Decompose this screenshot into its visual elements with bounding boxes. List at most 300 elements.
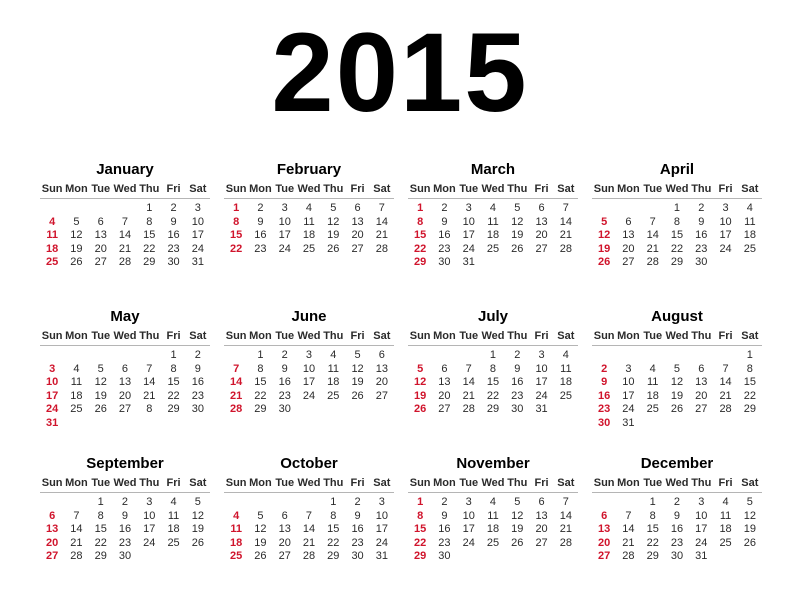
- day-cell: [64, 202, 88, 216]
- weekday-label: Mon: [249, 183, 272, 195]
- week-row: [408, 403, 578, 417]
- day-cell: 2: [121, 496, 129, 508]
- weekday-header: [592, 180, 762, 199]
- day-cell: 24: [278, 242, 291, 255]
- day-cell: 17: [278, 229, 291, 241]
- day-cell: 1: [233, 202, 240, 214]
- week-row: [224, 537, 394, 551]
- weekday-label: Sat: [189, 330, 207, 342]
- day-cell: 5: [673, 362, 681, 375]
- day-cell: 8: [330, 509, 337, 522]
- day-cell: [457, 349, 481, 363]
- week-row: [408, 363, 578, 377]
- day-cell: 5: [514, 496, 521, 508]
- weekday-label: Sat: [373, 183, 391, 195]
- day-cell: [297, 403, 321, 417]
- week-row: [408, 243, 578, 257]
- weekday-label: Wed: [481, 477, 505, 489]
- month-name: November: [456, 455, 530, 472]
- day-cell: 4: [305, 202, 313, 214]
- day-cell: 3: [538, 349, 545, 361]
- day-cell: 14: [302, 523, 316, 535]
- day-cell: 2: [441, 202, 448, 214]
- day-cell: 26: [743, 536, 756, 549]
- month-name: April: [659, 161, 695, 178]
- day-cell: 27: [535, 536, 548, 549]
- day-cell: 19: [70, 242, 83, 255]
- week-row: [592, 363, 762, 377]
- day-cell: [505, 550, 529, 564]
- day-cell: 6: [538, 496, 545, 508]
- day-cell: 26: [351, 389, 364, 402]
- day-cell: 6: [601, 509, 608, 522]
- day-cell: [505, 256, 529, 270]
- day-cell: [137, 550, 161, 564]
- day-cell: 6: [97, 215, 104, 228]
- day-cell: 4: [233, 509, 240, 522]
- day-cell: 9: [601, 376, 608, 388]
- day-cell: [89, 349, 113, 363]
- week-row: [592, 417, 762, 431]
- day-cell: 9: [698, 215, 705, 228]
- week-row: [224, 496, 394, 510]
- week-row: [592, 229, 762, 243]
- day-cell: 7: [649, 215, 656, 228]
- weekday-header: [224, 474, 394, 493]
- day-cell: 12: [598, 229, 611, 241]
- weekday-label: Mon: [65, 330, 88, 342]
- week-row: [40, 256, 210, 270]
- day-cell: 24: [143, 536, 156, 549]
- day-cell: 20: [46, 536, 59, 549]
- year-title: 2015: [271, 10, 529, 135]
- day-cell: 15: [486, 376, 500, 388]
- day-cell: 14: [646, 229, 659, 241]
- day-cell: 23: [254, 242, 267, 255]
- day-cell: [592, 496, 616, 510]
- day-cell: 9: [354, 509, 361, 522]
- week-row: [408, 376, 578, 390]
- weekday-label: Sat: [557, 330, 575, 342]
- week-row: [408, 349, 578, 363]
- day-cell: 27: [438, 403, 451, 415]
- day-cell: 30: [598, 416, 611, 429]
- weekday-label: Mon: [249, 330, 272, 342]
- day-cell: 3: [465, 496, 472, 508]
- day-cell: [40, 349, 64, 363]
- weekday-label: Sun: [225, 477, 247, 489]
- day-cell: 11: [646, 376, 659, 388]
- weekday-label: Tue: [643, 477, 663, 489]
- day-cell: 9: [170, 215, 177, 228]
- day-cell: 23: [438, 242, 451, 255]
- day-cell: 21: [559, 523, 572, 535]
- weekday-label: Mon: [249, 477, 272, 489]
- day-cell: 14: [230, 376, 243, 388]
- day-cell: 11: [560, 362, 572, 375]
- day-cell: 26: [191, 536, 204, 549]
- weekday-label: Tue: [91, 183, 111, 195]
- day-cell: 2: [170, 202, 177, 214]
- day-cell: 9: [514, 362, 521, 375]
- weekday-label: Fri: [350, 183, 365, 195]
- month-8: [40, 454, 210, 601]
- day-cell: 3: [465, 202, 472, 214]
- day-cell: 10: [719, 215, 732, 228]
- day-cell: 13: [535, 509, 548, 522]
- day-cell: 6: [378, 349, 385, 361]
- weekday-label: Mon: [65, 183, 88, 195]
- day-cell: 28: [375, 242, 388, 255]
- day-cell: 17: [622, 389, 635, 402]
- day-cell: 17: [46, 389, 59, 402]
- day-cell: 11: [46, 229, 58, 241]
- day-cell: 13: [375, 362, 388, 375]
- week-row: [40, 376, 210, 390]
- day-cell: 3: [722, 202, 729, 214]
- week-row: [592, 376, 762, 390]
- day-cell: 22: [94, 536, 107, 549]
- week-row: [40, 523, 210, 537]
- weekday-label: Fri: [534, 330, 549, 342]
- weekday-label: Thu: [691, 477, 712, 489]
- weekday-label: Thu: [323, 330, 344, 342]
- day-cell: 28: [70, 550, 83, 562]
- day-cell: 1: [170, 349, 177, 361]
- day-cell: 7: [378, 202, 385, 214]
- day-cell: 11: [230, 523, 242, 535]
- day-cell: 7: [562, 202, 569, 214]
- week-row: [224, 510, 394, 524]
- day-cell: 16: [191, 376, 204, 388]
- day-cell: 1: [257, 349, 264, 361]
- day-cell: 12: [70, 229, 83, 241]
- week-row: [224, 363, 394, 377]
- day-cell: 19: [743, 523, 756, 535]
- weekday-label: Thu: [507, 477, 528, 489]
- day-cell: 27: [622, 256, 635, 268]
- day-cell: 27: [695, 403, 708, 415]
- month-name: May: [110, 308, 140, 325]
- week-row: [592, 403, 762, 417]
- day-cell: 16: [670, 523, 684, 535]
- day-cell: 4: [73, 362, 80, 375]
- day-cell: 10: [462, 509, 475, 522]
- day-cell: 22: [254, 389, 267, 402]
- day-cell: 13: [695, 376, 708, 388]
- day-cell: 21: [143, 389, 156, 402]
- day-cell: 5: [601, 215, 608, 228]
- day-cell: 22: [414, 536, 427, 549]
- weekday-label: Mon: [617, 183, 640, 195]
- weekday-label: Tue: [459, 330, 479, 342]
- day-cell: 14: [375, 215, 388, 228]
- day-cell: 14: [118, 229, 132, 241]
- day-cell: 29: [414, 550, 427, 562]
- day-cell: 21: [118, 242, 132, 255]
- day-cell: 19: [351, 376, 364, 388]
- weekday-label: Thu: [691, 183, 712, 195]
- month-name: September: [86, 455, 164, 472]
- day-cell: 18: [486, 229, 500, 241]
- weekday-label: Wed: [481, 183, 505, 195]
- day-cell: 9: [281, 362, 288, 375]
- day-cell: 29: [486, 403, 500, 415]
- day-cell: 11: [167, 509, 180, 522]
- weekday-label: Sun: [41, 477, 63, 489]
- day-cell: 13: [622, 229, 635, 241]
- day-cell: 2: [514, 349, 521, 361]
- day-cell: [345, 403, 369, 417]
- week-row: [408, 537, 578, 551]
- week-row: [224, 229, 394, 243]
- day-cell: 18: [743, 229, 756, 241]
- month-name: June: [291, 308, 327, 325]
- weekday-header: [224, 180, 394, 199]
- day-cell: [64, 496, 88, 510]
- weekday-header: [408, 327, 578, 346]
- weekday-label: Mon: [433, 477, 456, 489]
- day-cell: [89, 417, 113, 431]
- day-cell: 17: [719, 229, 732, 241]
- month-10: [408, 454, 578, 601]
- day-cell: [248, 496, 272, 510]
- day-cell: 13: [46, 523, 59, 535]
- day-cell: 12: [511, 215, 524, 228]
- weekday-label: Thu: [691, 330, 712, 342]
- day-cell: 20: [118, 389, 132, 402]
- day-cell: 22: [414, 242, 427, 255]
- day-cell: 20: [598, 536, 611, 549]
- day-cell: 31: [375, 550, 388, 562]
- day-cell: 23: [695, 242, 708, 255]
- day-cell: 28: [559, 242, 572, 255]
- weekday-label: Sat: [557, 183, 575, 195]
- day-cell: 12: [414, 376, 427, 388]
- day-cell: 31: [695, 550, 708, 562]
- day-cell: 17: [695, 523, 708, 535]
- week-row: [40, 363, 210, 377]
- day-cell: [481, 256, 505, 270]
- weekday-label: Mon: [433, 330, 456, 342]
- day-cell: 23: [598, 403, 611, 415]
- weekday-label: Mon: [617, 330, 640, 342]
- day-cell: 9: [441, 509, 448, 522]
- weekday-label: Thu: [139, 183, 160, 195]
- day-cell: 3: [698, 496, 705, 508]
- day-cell: 9: [673, 509, 681, 522]
- day-cell: [713, 417, 737, 431]
- day-cell: 15: [646, 523, 659, 535]
- month-3: [592, 160, 762, 307]
- day-cell: [457, 550, 481, 564]
- weekday-header: [408, 180, 578, 199]
- day-cell: 16: [118, 523, 132, 535]
- day-cell: [665, 417, 689, 431]
- day-cell: 23: [511, 389, 524, 402]
- day-cell: 25: [327, 389, 340, 402]
- day-cell: 29: [414, 256, 427, 268]
- day-cell: 8: [146, 215, 153, 228]
- day-cell: 22: [167, 389, 180, 402]
- day-cell: 26: [511, 242, 524, 255]
- day-cell: 22: [743, 389, 756, 402]
- day-cell: 8: [146, 403, 153, 415]
- day-cell: 25: [230, 550, 243, 562]
- week-row: [592, 390, 762, 404]
- day-cell: 6: [121, 362, 129, 375]
- day-cell: 17: [191, 229, 204, 241]
- day-cell: 10: [695, 509, 708, 522]
- day-cell: 18: [70, 389, 83, 402]
- day-cell: 30: [118, 550, 132, 562]
- day-cell: 25: [46, 256, 59, 268]
- day-cell: [641, 349, 665, 363]
- day-cell: 16: [351, 523, 364, 535]
- weekday-label: Tue: [643, 330, 663, 342]
- day-cell: 3: [625, 362, 632, 375]
- day-cell: 7: [562, 496, 569, 508]
- day-cell: 28: [622, 550, 635, 562]
- day-cell: [161, 550, 185, 564]
- day-cell: 11: [70, 376, 83, 388]
- month-name: March: [470, 161, 516, 178]
- weekday-label: Sun: [225, 330, 247, 342]
- day-cell: 20: [535, 523, 548, 535]
- weekday-label: Sun: [41, 183, 63, 195]
- weekday-label: Thu: [323, 477, 344, 489]
- day-cell: 24: [46, 403, 59, 415]
- month-name: August: [651, 308, 703, 325]
- day-cell: 8: [170, 362, 177, 375]
- day-cell: 16: [167, 229, 180, 241]
- day-cell: 11: [744, 215, 756, 228]
- day-cell: 25: [70, 403, 83, 415]
- day-cell: 6: [441, 362, 448, 375]
- day-cell: 4: [489, 496, 497, 508]
- day-cell: 1: [417, 202, 424, 214]
- week-row: [592, 202, 762, 216]
- day-cell: 28: [118, 256, 132, 268]
- day-cell: [186, 417, 210, 431]
- day-cell: 19: [191, 523, 204, 535]
- day-cell: 7: [146, 362, 153, 375]
- day-cell: 22: [327, 536, 340, 549]
- day-cell: [89, 202, 113, 216]
- day-cell: 17: [462, 229, 475, 241]
- weekday-label: Thu: [323, 183, 344, 195]
- day-cell: 15: [254, 376, 267, 388]
- day-cell: 19: [511, 523, 524, 535]
- day-cell: [554, 550, 578, 564]
- weekday-label: Fri: [718, 477, 733, 489]
- day-cell: 27: [375, 389, 388, 402]
- weekday-label: Wed: [481, 330, 505, 342]
- day-cell: 26: [94, 403, 107, 415]
- day-cell: 3: [281, 202, 288, 214]
- weekday-label: Sun: [409, 183, 431, 195]
- day-cell: 29: [143, 256, 156, 268]
- day-cell: 21: [559, 229, 572, 241]
- day-cell: 31: [535, 403, 548, 415]
- weekday-label: Sat: [741, 477, 759, 489]
- day-cell: 4: [170, 496, 177, 508]
- weekday-header: [40, 327, 210, 346]
- day-cell: 27: [535, 242, 548, 255]
- weekday-label: Tue: [459, 477, 479, 489]
- weekday-label: Mon: [617, 477, 640, 489]
- day-cell: 25: [743, 242, 756, 255]
- day-cell: 19: [94, 389, 107, 402]
- weekday-label: Thu: [507, 183, 528, 195]
- weekday-label: Sat: [189, 477, 207, 489]
- day-cell: 23: [191, 389, 204, 402]
- day-cell: 11: [487, 215, 499, 228]
- week-row: [408, 229, 578, 243]
- weekday-label: Fri: [534, 477, 549, 489]
- weekday-label: Sun: [41, 330, 63, 342]
- day-cell: [321, 403, 345, 417]
- day-cell: 18: [230, 536, 243, 549]
- day-cell: 21: [462, 389, 475, 402]
- day-cell: [665, 349, 689, 363]
- day-cell: 30: [670, 550, 684, 562]
- week-row: [224, 390, 394, 404]
- week-row: [408, 523, 578, 537]
- day-cell: 3: [305, 349, 313, 361]
- day-cell: 26: [414, 403, 427, 415]
- day-cell: 25: [486, 536, 500, 549]
- day-cell: 28: [719, 403, 732, 415]
- week-row: [408, 510, 578, 524]
- day-cell: 30: [438, 256, 451, 268]
- weekday-label: Fri: [718, 330, 733, 342]
- weekday-label: Wed: [113, 330, 137, 342]
- day-cell: 10: [46, 376, 59, 388]
- week-row: [592, 243, 762, 257]
- day-cell: 18: [46, 242, 59, 255]
- day-cell: 24: [462, 242, 475, 255]
- day-cell: 5: [257, 509, 264, 522]
- day-cell: [616, 349, 640, 363]
- day-cell: 4: [489, 202, 497, 214]
- day-cell: 2: [698, 202, 705, 214]
- day-cell: 13: [94, 229, 107, 241]
- day-cell: 17: [143, 523, 156, 535]
- day-cell: 10: [278, 215, 291, 228]
- day-cell: [186, 550, 210, 564]
- day-cell: 29: [646, 550, 659, 562]
- week-row: [592, 523, 762, 537]
- day-cell: 25: [302, 242, 316, 255]
- day-cell: 12: [351, 362, 364, 375]
- weekday-label: Tue: [459, 183, 479, 195]
- weekday-label: Sat: [189, 183, 207, 195]
- weekday-label: Tue: [91, 330, 111, 342]
- day-cell: 8: [97, 509, 104, 522]
- day-cell: 21: [302, 536, 316, 549]
- day-cell: 24: [535, 389, 548, 402]
- day-cell: 18: [559, 376, 572, 388]
- day-cell: 13: [535, 215, 548, 228]
- day-cell: 9: [121, 509, 129, 522]
- day-cell: [554, 256, 578, 270]
- day-cell: 19: [254, 536, 267, 549]
- weekday-label: Sun: [593, 477, 615, 489]
- day-cell: 22: [670, 242, 684, 255]
- day-cell: 28: [559, 536, 572, 549]
- day-cell: 15: [143, 229, 156, 241]
